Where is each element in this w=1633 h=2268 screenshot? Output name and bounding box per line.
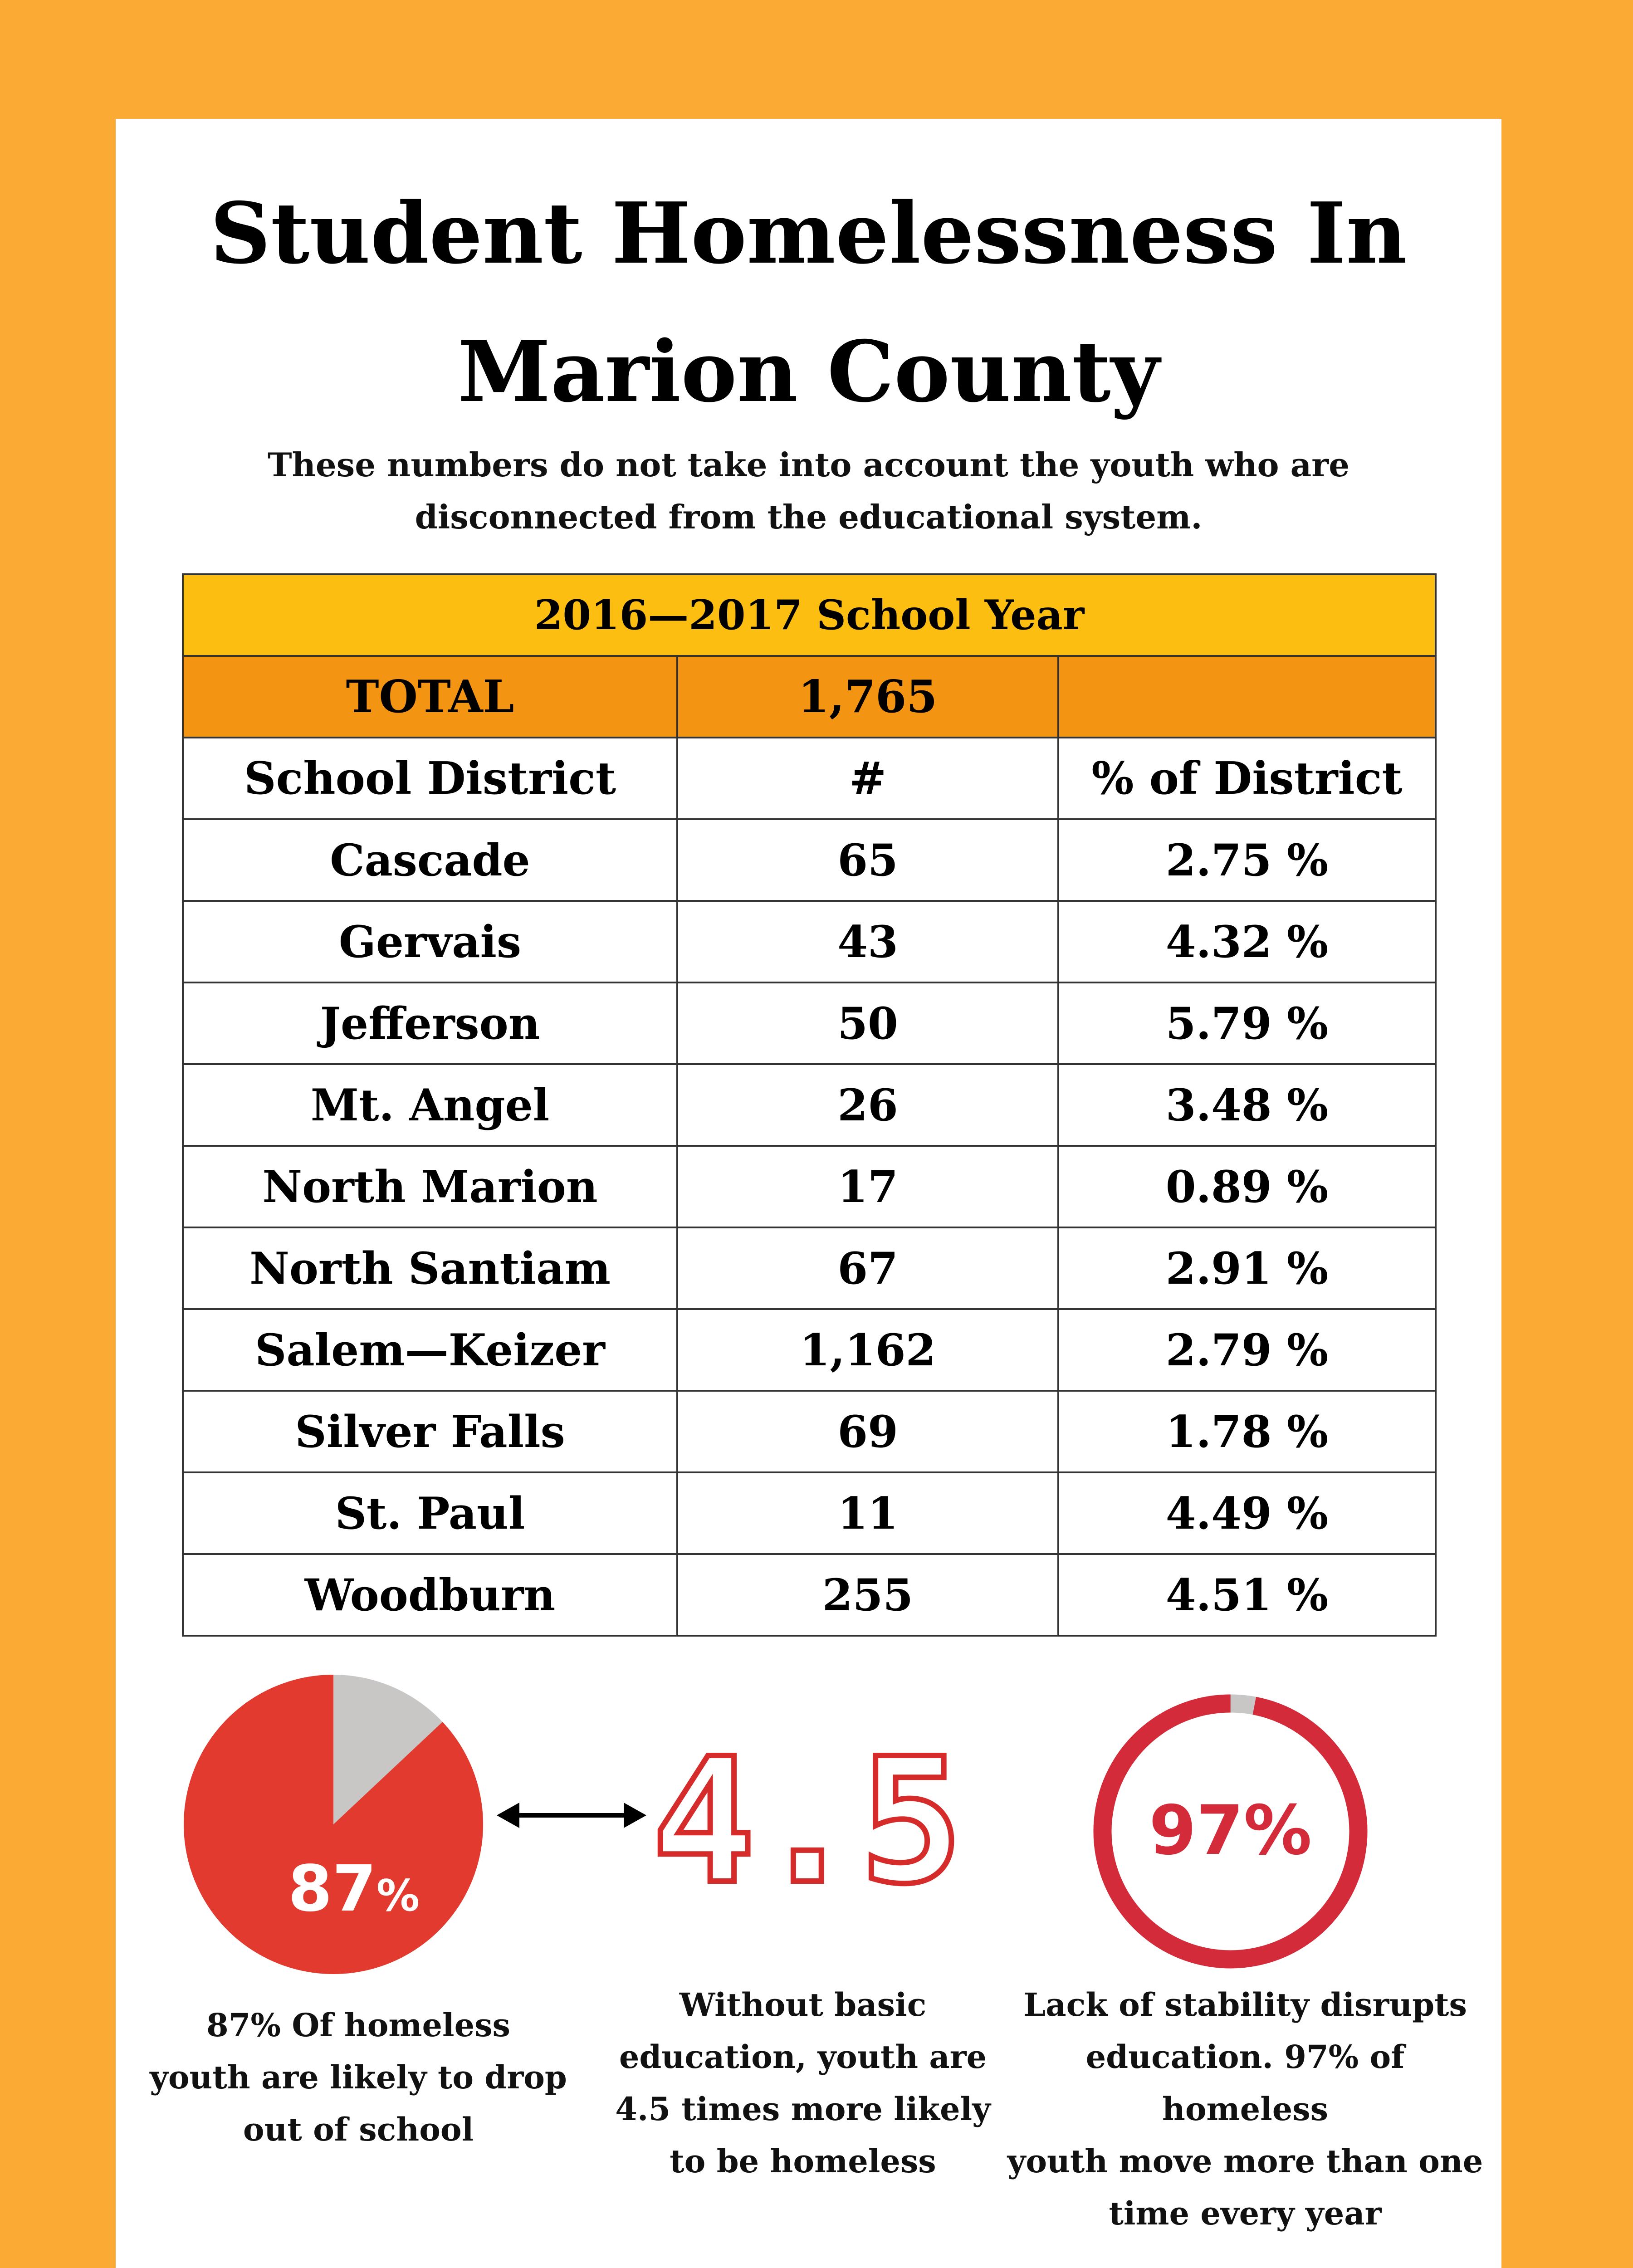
page-title (116, 164, 1501, 441)
district-cell: Jefferson (183, 982, 677, 1064)
dropout-caption-line-2: youth are likely to drop (150, 2058, 567, 2096)
year-header-row (183, 574, 1436, 656)
percent-cell: 3.48 % (1058, 1064, 1436, 1146)
district-cell: Cascade (183, 819, 677, 901)
district-cell: Mt. Angel (183, 1064, 677, 1146)
education-caption (587, 1979, 1018, 2187)
total-value: 1,765 (677, 656, 1058, 738)
table-row (183, 1064, 1436, 1146)
district-cell: North Marion (183, 1146, 677, 1227)
table-row (183, 982, 1436, 1064)
double-arrow-icon (497, 1797, 646, 1833)
district-cell: North Santiam (183, 1227, 677, 1309)
count-cell: 1,162 (677, 1309, 1058, 1391)
count-cell: 69 (677, 1391, 1058, 1472)
total-label: TOTAL (183, 656, 677, 738)
total-row (183, 656, 1436, 738)
table-row (183, 1472, 1436, 1554)
stability-caption-line-3: youth move more than one (1007, 2142, 1483, 2180)
district-table (182, 573, 1437, 1637)
table-row (183, 819, 1436, 901)
education-caption-line-3: 4.5 times more likely (615, 2090, 991, 2128)
education-caption-line-4: to be homeless (670, 2142, 936, 2180)
title-line-2: Marion County (457, 322, 1160, 421)
subtitle-line-2: disconnected from the educational system. (415, 498, 1203, 536)
column-header-count: # (677, 738, 1058, 819)
infographic-card (116, 119, 1501, 2268)
dropout-caption-line-1: 87% Of homeless (206, 2006, 510, 2044)
count-cell: 67 (677, 1227, 1058, 1309)
title-line-1: Student Homelessness In (210, 184, 1407, 283)
column-header-row (183, 738, 1436, 819)
district-cell: St. Paul (183, 1472, 677, 1554)
table-row (183, 1227, 1436, 1309)
subtitle-line-1: These numbers do not take into account the youth who are (267, 445, 1350, 484)
times-more-likely-figure (646, 1731, 968, 1913)
dropout-caption-line-3: out of school (243, 2111, 474, 2148)
ring-percent-label: 97% (1149, 1791, 1312, 1870)
big-number: 4.5 (651, 1731, 963, 1913)
stability-caption (1000, 1979, 1490, 2239)
count-cell: 26 (677, 1064, 1058, 1146)
table-row (183, 1146, 1436, 1227)
percent-cell: 4.32 % (1058, 901, 1436, 982)
stability-caption-line-4: time every year (1109, 2195, 1382, 2232)
district-cell: Woodburn (183, 1554, 677, 1636)
pie-unit: % (376, 1871, 420, 1921)
education-caption-line-1: Without basic (679, 1986, 927, 2024)
percent-cell: 4.49 % (1058, 1472, 1436, 1554)
percent-cell: 2.91 % (1058, 1227, 1436, 1309)
total-empty-cell (1058, 656, 1436, 738)
count-cell: 50 (677, 982, 1058, 1064)
column-header-percent: % of District (1058, 738, 1436, 819)
table-row (183, 1391, 1436, 1472)
subtitle (116, 439, 1501, 543)
year-header: 2016—2017 School Year (183, 574, 1436, 656)
table-row (183, 1309, 1436, 1391)
stability-caption-line-1: Lack of stability disrupts (1023, 1986, 1467, 2024)
district-cell: Salem—Keizer (183, 1309, 677, 1391)
count-cell: 17 (677, 1146, 1058, 1227)
percent-cell: 1.78 % (1058, 1391, 1436, 1472)
percent-cell: 5.79 % (1058, 982, 1436, 1064)
pie-number: 87 (288, 1852, 376, 1926)
count-cell: 11 (677, 1472, 1058, 1554)
column-header-district: School District (183, 738, 677, 819)
dropout-caption (129, 1999, 587, 2156)
table-row (183, 1554, 1436, 1636)
percent-cell: 2.75 % (1058, 819, 1436, 901)
dropout-pie-chart (179, 1670, 488, 1979)
count-cell: 43 (677, 901, 1058, 982)
percent-cell: 0.89 % (1058, 1146, 1436, 1227)
percent-cell: 2.79 % (1058, 1309, 1436, 1391)
stability-caption-line-2: education. 97% of homeless (1085, 2038, 1405, 2128)
count-cell: 255 (677, 1554, 1058, 1636)
percent-cell: 4.51 % (1058, 1554, 1436, 1636)
stability-ring-chart (1091, 1692, 1370, 1971)
district-cell: Silver Falls (183, 1391, 677, 1472)
table-row (183, 901, 1436, 982)
count-cell: 65 (677, 819, 1058, 901)
district-cell: Gervais (183, 901, 677, 982)
education-caption-line-2: education, youth are (619, 2038, 987, 2076)
